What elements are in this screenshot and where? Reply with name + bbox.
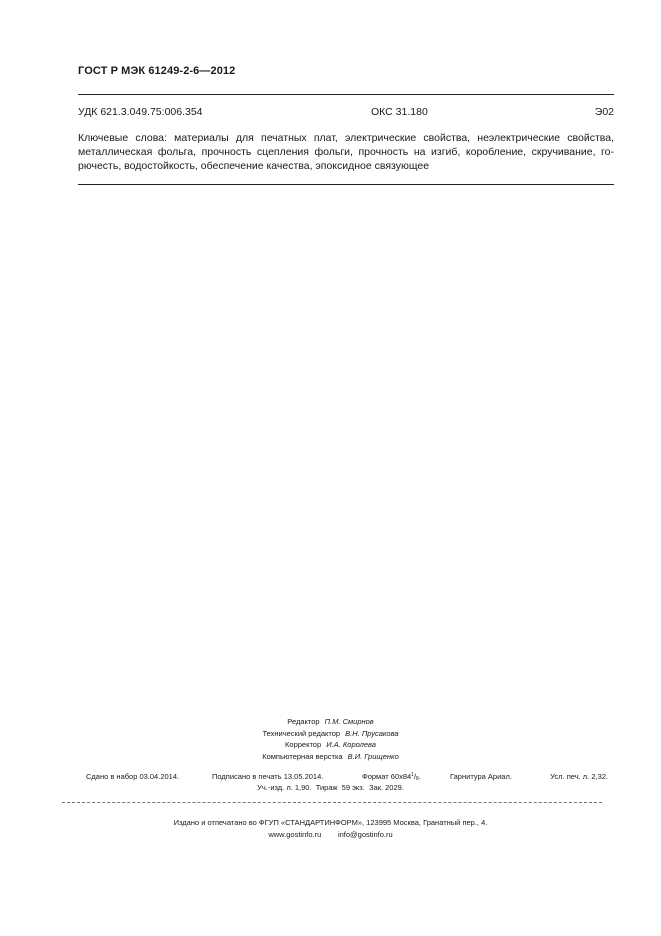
layout-name: В.И. Грищенко xyxy=(347,751,399,761)
layout-label: Компьютерная верстка xyxy=(262,751,343,761)
format-numerator: 1 xyxy=(411,772,414,778)
print-sheets: Усл. печ. л. 2,32. xyxy=(550,772,608,781)
keywords-line-1: Ключевые слова: материалы для печатных плат, электрические свойства, неэлектрические свойства, xyxy=(78,132,614,144)
top-rule xyxy=(78,94,614,95)
publication-row-2: Уч.-изд. л. 1,90. Тираж 59 экз. Зак. 2029. xyxy=(257,783,404,792)
keywords-block xyxy=(78,131,614,173)
format-prefix: Формат 60х84 xyxy=(362,772,412,781)
sent-to-set: Сдано в набор 03.04.2014. xyxy=(86,772,180,781)
corrector-label: Корректор xyxy=(285,740,322,749)
credits-block xyxy=(0,716,661,762)
tech-editor-name: В.Н. Прусакова xyxy=(345,728,399,738)
bottom-rule xyxy=(78,184,614,185)
paper-format: Формат $60х84^1/_8$. xyxy=(362,772,421,782)
editor-label: Редактор xyxy=(287,717,320,726)
classification-row xyxy=(78,106,614,120)
keywords-line-3: рючесть, водостойкость, обеспечение качества, эпоксидное связующее xyxy=(78,160,430,172)
tech-editor-label: Технический редактор xyxy=(262,728,341,738)
typeface: Гарнитура Ариал. xyxy=(450,772,512,781)
udk-code: УДК 621.3.049.75:006.354 xyxy=(78,106,203,118)
signed-to-print: Подписано в печать 13.05.2014. xyxy=(212,772,324,781)
format-suffix: . xyxy=(418,772,421,781)
credit-layout xyxy=(0,751,661,763)
publisher-address: Издано и отпечатано во ФГУП «СТАНДАРТИНФОРМ», 123995 Москва, Гранатный пер., 4. xyxy=(173,818,488,827)
group-code: Э02 xyxy=(594,106,614,118)
format-denominator: 8 xyxy=(416,776,419,782)
publisher-website[interactable]: www.gostinfo.ru xyxy=(268,830,322,839)
keywords-line-2: металлическая фольга, прочность сцепления фольги, прочность на изгиб, коробление, скручивание, го- xyxy=(78,146,614,158)
corrector-name: И.А. Королева xyxy=(326,740,376,749)
oks-code: ОКС 31.180 xyxy=(371,106,428,118)
editor-name: П.М. Смирнов xyxy=(324,717,374,726)
credit-corrector xyxy=(0,739,661,751)
publisher-email[interactable]: info@gostinfo.ru xyxy=(337,830,393,839)
publisher-links xyxy=(0,829,661,841)
document-code: ГОСТ Р МЭК 61249-2-6—2012 xyxy=(78,65,236,77)
publisher-block xyxy=(0,817,661,841)
credit-tech-editor xyxy=(0,728,661,740)
dashed-divider xyxy=(62,802,602,803)
credit-editor xyxy=(0,716,661,728)
